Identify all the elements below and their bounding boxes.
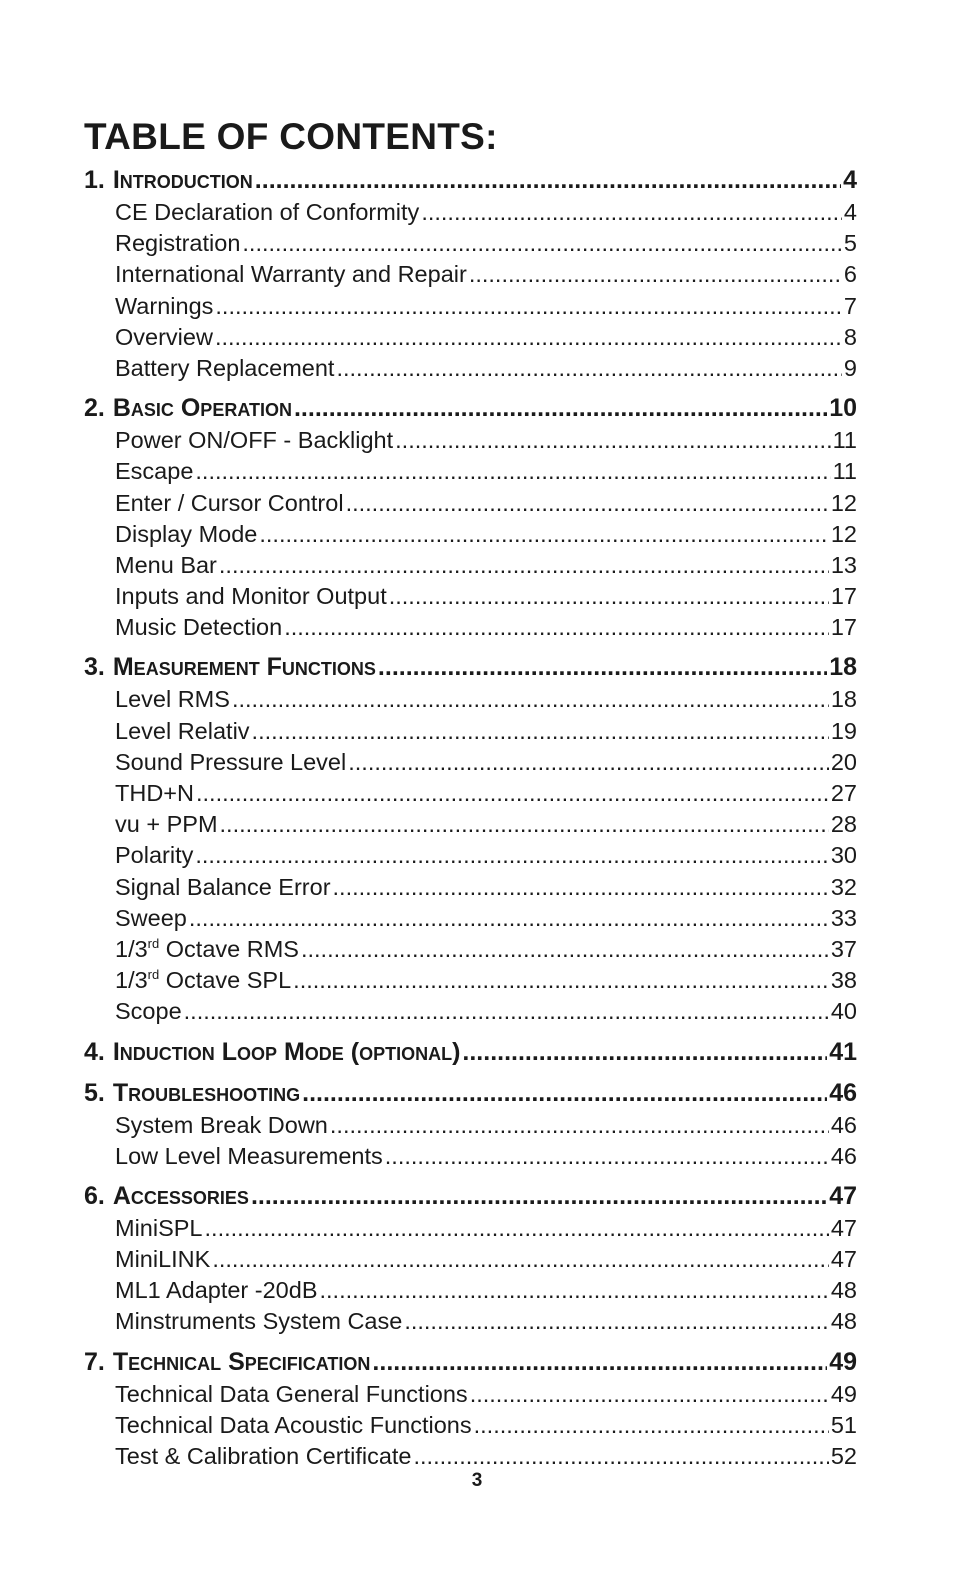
entry-page-number: 11 [832, 458, 857, 485]
dot-leader [215, 324, 842, 351]
entry-label [115, 458, 193, 485]
toc-entry[interactable] [84, 874, 857, 905]
section-number: 4. [84, 1037, 105, 1066]
entry-label-text: Sweep [115, 904, 187, 931]
entry-page-number: 11 [832, 427, 857, 454]
entry-label [115, 355, 334, 382]
entry-label [115, 936, 299, 963]
dot-leader [242, 230, 842, 257]
section-page-number: 18 [829, 653, 857, 682]
entry-label-text: 1/3 [115, 935, 148, 962]
entry-label-text: Test & Calibration Certificate [115, 1443, 412, 1469]
toc-section-heading[interactable] [84, 1182, 857, 1215]
entry-label [115, 490, 344, 517]
entry-label [115, 718, 250, 745]
entry-label [115, 749, 346, 776]
dot-leader [259, 521, 828, 548]
dot-leader [462, 1038, 827, 1067]
entry-page-number: 9 [843, 354, 857, 381]
entry-label-text: Music Detection [115, 614, 283, 641]
entry-label-text: 1/3 [115, 967, 148, 994]
entry-page-number: 40 [830, 998, 857, 1025]
toc-entry[interactable] [84, 1246, 857, 1277]
toc-section [84, 653, 857, 1029]
dot-leader [469, 261, 842, 288]
toc-entry[interactable] [84, 1308, 857, 1339]
entry-label-text: Scope [115, 998, 182, 1025]
entry-label-text: Enter / Cursor Control [115, 489, 344, 516]
dot-leader [378, 653, 827, 682]
entry-page-number: 6 [843, 261, 857, 288]
entry-label-text: Battery Replacement [115, 354, 335, 381]
dot-leader [320, 1277, 829, 1304]
toc-section [84, 394, 857, 645]
toc-section [84, 1182, 857, 1340]
dot-leader [195, 458, 830, 485]
entry-label-text: Minstruments System Case [115, 1308, 403, 1335]
dot-leader [385, 1143, 829, 1170]
entry-label-text: Warnings [115, 292, 214, 319]
dot-leader [395, 427, 830, 454]
entry-label [115, 998, 182, 1025]
dot-leader [301, 936, 829, 963]
entry-label [115, 521, 257, 548]
dot-leader [470, 1381, 829, 1408]
toc-entry[interactable] [84, 842, 857, 873]
toc-entry[interactable] [84, 998, 857, 1029]
entry-label-text: THD+N [115, 780, 194, 806]
dot-leader [284, 614, 829, 641]
entry-page-number: 33 [830, 904, 857, 931]
section-number: 1. [84, 166, 105, 194]
toc-entry[interactable] [84, 458, 857, 489]
toc-section-heading[interactable] [84, 166, 857, 199]
dot-leader [205, 1215, 829, 1242]
entry-label [115, 842, 193, 869]
dot-leader [346, 490, 829, 517]
entry-label-text: Technical Data General Functions [115, 1380, 468, 1407]
entry-label [115, 780, 194, 807]
toc-entry[interactable] [84, 293, 857, 324]
entry-page-number: 5 [843, 230, 857, 257]
toc-entry[interactable] [84, 686, 857, 717]
dot-leader [348, 749, 829, 776]
dot-leader [413, 1443, 828, 1470]
toc-entry[interactable] [84, 967, 857, 998]
dot-leader [195, 842, 828, 869]
entry-label [115, 1412, 472, 1439]
entry-label [115, 293, 213, 320]
dot-leader [294, 394, 827, 423]
entry-page-number: 12 [830, 489, 857, 516]
toc-section-heading[interactable] [84, 1348, 857, 1381]
entry-label-text: Menu Bar [115, 551, 217, 578]
entry-page-number: 28 [830, 811, 857, 838]
ordinal-superscript: rd [147, 935, 160, 951]
dot-leader [196, 780, 829, 807]
entry-page-number: 17 [830, 583, 857, 610]
toc-section [84, 1079, 857, 1174]
dot-leader [219, 552, 829, 579]
entry-label-text: Registration [115, 230, 241, 257]
entry-label [115, 324, 213, 351]
entry-label-text: MiniLINK [115, 1246, 211, 1273]
section-number: 7. [84, 1347, 105, 1376]
entry-label-text: International Warranty and Repair [115, 261, 467, 288]
entry-label [115, 261, 467, 288]
entry-page-number: 51 [830, 1411, 857, 1438]
entry-page-number: 52 [830, 1443, 857, 1469]
section-number: 2. [84, 394, 105, 423]
entry-label [115, 199, 419, 226]
entry-page-number: 17 [830, 614, 857, 641]
section-title: Accessories [112, 1181, 249, 1210]
entry-page-number: 30 [830, 842, 857, 869]
dot-leader [421, 199, 842, 226]
entry-page-number: 12 [830, 520, 857, 547]
toc-entry[interactable] [84, 1215, 857, 1246]
page-title: TABLE OF CONTENTS: [84, 116, 498, 157]
entry-page-number: 8 [843, 323, 857, 350]
dot-leader [330, 1112, 829, 1139]
toc-entry[interactable] [84, 811, 857, 842]
dot-leader [302, 1079, 827, 1108]
entry-label-text: CE Declaration of Conformity [115, 199, 420, 225]
dot-leader [220, 811, 829, 838]
dot-leader [251, 1182, 827, 1211]
entry-label-text: Low Level Measurements [115, 1142, 383, 1169]
dot-leader [212, 1246, 829, 1273]
section-title: Basic Operation [112, 394, 292, 423]
toc-entry[interactable] [84, 1381, 857, 1412]
toc-entry[interactable] [84, 1112, 857, 1143]
toc-entry[interactable] [84, 936, 857, 967]
entry-label-suffix: Octave SPL [159, 967, 292, 994]
toc-entry[interactable] [84, 1143, 857, 1174]
page-number: 3 [471, 1470, 483, 1491]
entry-page-number: 49 [830, 1380, 857, 1407]
entry-label [115, 552, 217, 579]
entry-label [115, 686, 230, 713]
entry-label-text: Power ON/OFF - Backlight [115, 427, 394, 454]
entry-page-number: 19 [830, 717, 857, 744]
entry-label-text: ML1 Adapter -20dB [115, 1277, 318, 1304]
toc-entry[interactable] [84, 490, 857, 521]
section-page-number: 10 [829, 394, 857, 423]
toc-entry[interactable] [84, 355, 857, 386]
entry-label [115, 811, 218, 838]
entry-page-number: 47 [830, 1246, 857, 1273]
entry-page-number: 46 [830, 1142, 857, 1169]
toc-entry[interactable] [84, 230, 857, 261]
entry-label-text: Polarity [115, 842, 194, 869]
section-number: 6. [84, 1181, 105, 1210]
toc-entry[interactable] [84, 521, 857, 552]
toc-entry[interactable] [84, 780, 857, 811]
dot-leader [255, 166, 841, 195]
toc-entry[interactable] [84, 614, 857, 645]
section-title: Measurement Functions [112, 653, 376, 682]
entry-label [115, 1246, 210, 1273]
entry-label-text: Level Relativ [115, 717, 250, 744]
dot-leader [232, 686, 829, 713]
entry-page-number: 48 [830, 1308, 857, 1335]
toc-section [84, 1038, 857, 1071]
toc-entry[interactable] [84, 427, 857, 458]
section-title: Technical Specification [112, 1347, 371, 1376]
toc-entry[interactable] [84, 905, 857, 936]
toc-entry[interactable] [84, 1412, 857, 1443]
ordinal-superscript: rd [147, 967, 160, 983]
entry-page-number: 13 [830, 551, 857, 578]
entry-label-suffix: Octave RMS [159, 935, 299, 962]
toc-entry[interactable] [84, 552, 857, 583]
entry-label-text: Escape [115, 458, 194, 485]
dot-leader [389, 583, 829, 610]
dot-leader [372, 1348, 827, 1377]
toc-section-heading[interactable] [84, 394, 857, 427]
dot-leader [293, 967, 829, 994]
toc-section-heading[interactable] [84, 653, 857, 686]
entry-label-text: Display Mode [115, 520, 258, 547]
section-title: Induction Loop Mode (optional) [112, 1037, 461, 1066]
entry-label [115, 874, 331, 901]
dot-leader [404, 1308, 829, 1335]
entry-label [115, 1381, 468, 1408]
entry-label [115, 583, 387, 610]
entry-page-number: 4 [843, 199, 857, 225]
dot-leader [184, 998, 829, 1025]
toc-entry[interactable] [84, 199, 857, 230]
entry-page-number: 48 [830, 1277, 857, 1304]
entry-page-number: 20 [830, 748, 857, 775]
entry-label [115, 230, 240, 257]
entry-label [115, 1308, 402, 1335]
entry-label [115, 614, 282, 641]
entry-label [115, 1443, 411, 1470]
entry-label-text: Inputs and Monitor Output [115, 583, 387, 610]
entry-page-number: 18 [830, 686, 857, 713]
entry-label-text: vu + PPM [115, 811, 218, 838]
entry-label [115, 1143, 383, 1170]
section-page-number: 41 [829, 1037, 857, 1066]
entry-page-number: 37 [830, 935, 857, 962]
entry-label [115, 1112, 328, 1139]
entry-page-number: 46 [830, 1111, 857, 1138]
dot-leader [252, 718, 829, 745]
section-number: 3. [84, 653, 105, 682]
section-page-number: 46 [829, 1078, 857, 1107]
entry-page-number: 32 [830, 873, 857, 900]
entry-label [115, 905, 187, 932]
toc-section [84, 1348, 857, 1475]
dot-leader [215, 293, 842, 320]
toc-section [84, 166, 857, 386]
section-page-number: 4 [843, 166, 857, 194]
entry-label-text: Sound Pressure Level [115, 748, 347, 775]
entry-page-number: 47 [830, 1214, 857, 1241]
entry-label [115, 1215, 203, 1242]
entry-label-text: Overview [115, 323, 213, 350]
toc-entry[interactable] [84, 261, 857, 292]
toc-section-heading[interactable] [84, 1038, 857, 1071]
toc-entry[interactable] [84, 324, 857, 355]
section-page-number: 47 [829, 1181, 857, 1210]
entry-label-text: Signal Balance Error [115, 873, 331, 900]
toc-entry[interactable] [84, 583, 857, 614]
entry-label-text: System Break Down [115, 1111, 328, 1138]
entry-label [115, 427, 393, 454]
entry-page-number: 38 [830, 967, 857, 994]
section-page-number: 49 [829, 1347, 857, 1376]
entry-label-text: MiniSPL [115, 1214, 203, 1241]
entry-page-number: 27 [830, 780, 857, 806]
entry-label [115, 967, 291, 994]
entry-label [115, 1277, 318, 1304]
toc-entry[interactable] [84, 1277, 857, 1308]
section-number: 5. [84, 1078, 105, 1107]
entry-page-number: 7 [843, 292, 857, 319]
toc-entry[interactable] [84, 718, 857, 749]
dot-leader [333, 874, 829, 901]
entry-label-text: Level RMS [115, 686, 230, 713]
dot-leader [474, 1412, 829, 1439]
dot-leader [189, 905, 829, 932]
toc-section-heading[interactable] [84, 1079, 857, 1112]
toc-entry[interactable] [84, 749, 857, 780]
dot-leader [336, 355, 841, 382]
section-title: Introduction [112, 166, 253, 194]
section-title: Troubleshooting [112, 1078, 301, 1107]
table-of-contents [84, 166, 857, 1474]
entry-label-text: Technical Data Acoustic Functions [115, 1411, 472, 1438]
